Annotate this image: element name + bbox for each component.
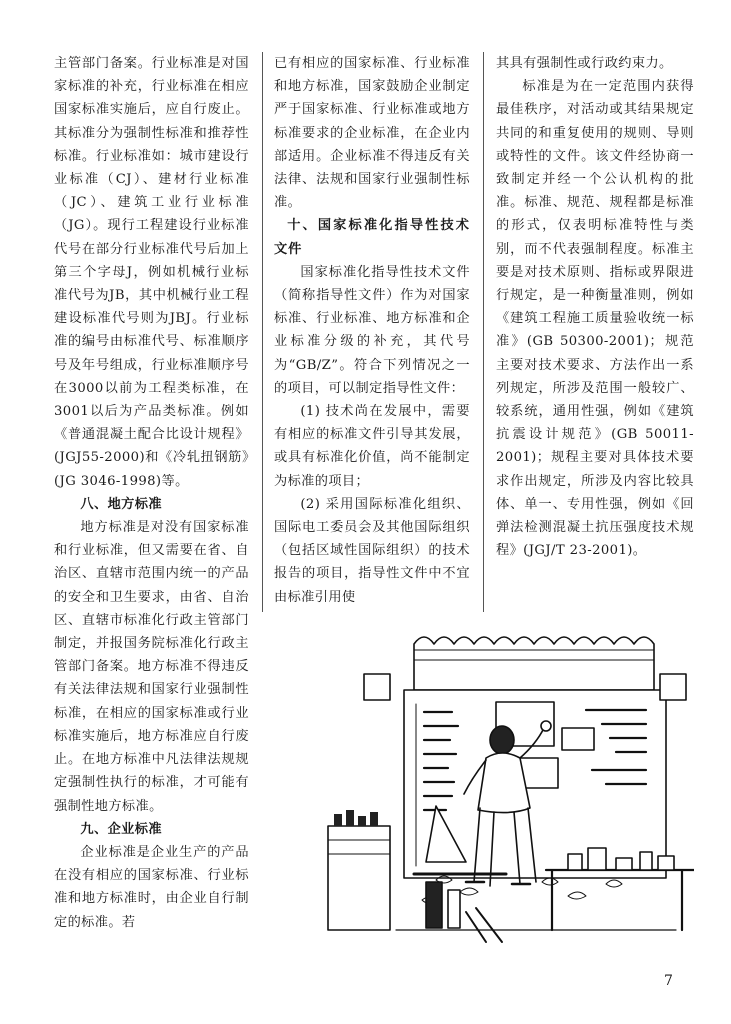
paragraph-item2-end: 其具有强制性或行政约束力。 xyxy=(496,56,673,71)
text-column-left xyxy=(54,52,249,934)
paragraph-local-standard: 地方标准是对没有国家标准和行业标准，但又需要在省、自治区、直辖市范围内统一的产品的安全和卫生要求，由省、自治区、直辖市标准化行政主管部门制定，并报国务院标准化行政主管部门备案。地方标准不得违反有关法律法规和国家行业强制性标准，在相应的国家标准或行业标准实施后，地方标准应自行废止。在地方标准中凡法律法规规定强制性执行的标准，才可能有强制性地方标准。 xyxy=(54,520,249,814)
list-item-1: (1) 技术尚在发展中，需要有相应的标准文件引导其发展，或具有标准化价值，尚不能制定为标准的项目； xyxy=(274,404,470,489)
drafter-illustration xyxy=(316,630,694,950)
column-divider-right xyxy=(483,52,484,612)
paragraph-guidance-document: 国家标准化指导性技术文件（简称指导性文件）作为对国家标准、行业标准、地方标准和企业标准分级的补充，其代号为“GB/Z”。符合下列情况之一的项目，可以制定指导性文件： xyxy=(274,264,470,396)
list-item-2: (2) 采用国际标准化组织、国际电工委员会及其他国际组织（包括区域性国际组织）的技术报告的项目，指导性文件中不宜由标准引用使 xyxy=(274,496,470,605)
page-number: 7 xyxy=(664,973,673,989)
heading-local-standard: 八、地方标准 xyxy=(80,496,162,512)
column-divider-left xyxy=(262,52,263,612)
heading-enterprise-standard: 九、企业标准 xyxy=(80,821,162,837)
paragraph-industry-standard: 主管部门备案。行业标准是对国家标准的补充，行业标准在相应国家标准实施后，应自行废止。其标准分为强制性标准和推荐性标准。行业标准如：城市建设行业标准（CJ）、建材行业标准（JC）、建筑工业行业标准（JG）。现行工程建设行业标准代号在部分行业标准代号后加上第三个字母J，例如机械行业标准代号为JB，其中机械行业工程建设标准代号则为JBJ。行业标准的编号由标准代号、标准顺序号及年号组成，行业标准顺序号在3000以前为工程类标准，在3001以后为产品类标准。例如《普通混凝土配合比设计规程》(JGJ55-2000)和《冷轧扭钢筋》(JG 3046-1998)等。 xyxy=(54,56,249,489)
paragraph-enterprise-standard-end: 已有相应的国家标准、行业标准和地方标准，国家鼓励企业制定严于国家标准、行业标准或地方标准要求的企业标准，在企业内部适用。企业标准不得违反有关法律、法规和国家行业强制性标准。 xyxy=(274,56,470,211)
text-column-right xyxy=(496,52,694,562)
text-column-middle xyxy=(274,52,470,609)
paragraph-enterprise-standard-start: 企业标准是企业生产的产品在没有相应的国家标准、行业标准和地方标准时，由企业自行制定的标准。若 xyxy=(54,844,249,930)
heading-guidance-document: 十、国家标准化指导性技术文件 xyxy=(274,218,470,257)
paragraph-standard-definition: 标准是为在一定范围内获得最佳秩序，对活动或其结果规定共同的和重复使用的规则、导则或特性的文件。该文件经协商一致制定并经一个公认机构的批准。标准、规范、规程都是标准的形式，仅表明标准特性与类别，而不代表强制程度。标准主要是对技术原则、指标或界限进行规定，是一种衡量准则，例如《建筑工程施工质量验收统一标准》(GB 50300-2001)；规范主要对技术要求、方法作出一系列规定，所涉及范围一般较广、较系统，通用性强，例如《建筑抗震设计规范》(GB 50011-2001)；规程主要对具体技术要求作出规定，所涉及内容比较具体、单一、专用性强，例如《回弹法检测混凝土抗压强度技术规程》(JGJ/T 23-2001)。 xyxy=(496,79,694,559)
